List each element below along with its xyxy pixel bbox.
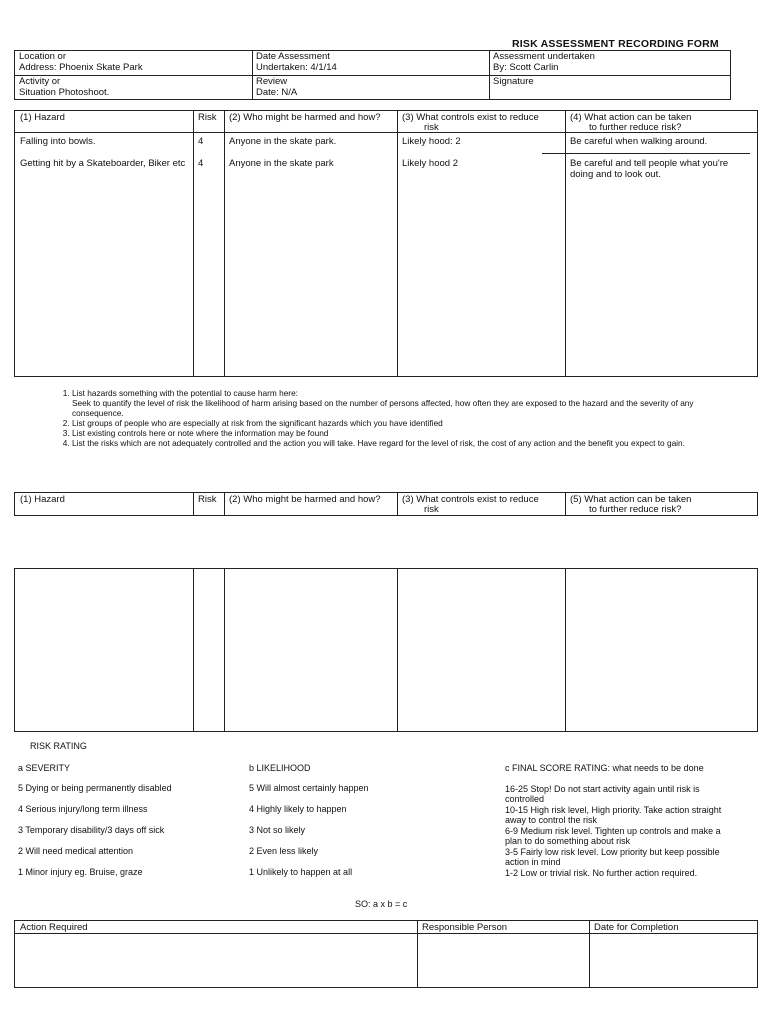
severity-item: 3 Temporary disability/3 days off sick bbox=[18, 825, 165, 835]
risk-rating-title: RISK RATING bbox=[30, 741, 87, 751]
review-label: Review bbox=[256, 76, 288, 87]
situation-value: Situation Photoshoot. bbox=[19, 87, 110, 98]
severity-item: 5 Dying or being permanently disabled bbox=[18, 783, 172, 793]
controls-header-2-cont: risk bbox=[424, 504, 439, 515]
form-title: RISK ASSESSMENT RECORDING FORM bbox=[512, 38, 719, 50]
controls-header: (3) What controls exist to reduce bbox=[402, 112, 539, 123]
likelihood-item: 2 Even less likely bbox=[249, 846, 319, 856]
row2-who: Anyone in the skate park bbox=[229, 158, 334, 169]
header-location-column bbox=[15, 51, 253, 99]
note-item: 4. List the risks which are not adequately controlled and the action you will take. Have regard for the level of risk, the cost of any action and the benefit you expect to gain. bbox=[72, 438, 736, 448]
action-header-2: (5) What action can be taken bbox=[570, 494, 692, 505]
action-header-cont: to further reduce risk? bbox=[589, 122, 682, 133]
hazard-table-2-body bbox=[14, 568, 758, 732]
final-score-item: 6-9 Medium risk level. Tighten up controls and make a plan to do something about risk bbox=[505, 826, 721, 846]
who-header-2: (2) Who might be harmed and how? bbox=[229, 494, 381, 505]
formula: SO: a x b = c bbox=[355, 899, 408, 909]
severity-item: 2 Will need medical attention bbox=[18, 846, 134, 856]
assessor-value: By: Scott Carlin bbox=[493, 62, 559, 73]
risk-header-2: Risk bbox=[198, 494, 217, 505]
signature-label: Signature bbox=[493, 76, 534, 87]
date-completion-header: Date for Completion bbox=[594, 922, 679, 933]
final-score-item: 1-2 Low or trivial risk. No further action required. bbox=[505, 868, 698, 878]
risk-header: Risk bbox=[198, 112, 217, 123]
action-header: (4) What action can be taken bbox=[570, 112, 692, 123]
likelihood-item: 1 Unlikely to happen at all bbox=[249, 867, 353, 877]
assessment-label: Assessment undertaken bbox=[493, 51, 595, 62]
hazard-header: (1) Hazard bbox=[20, 112, 65, 123]
likelihood-item: 3 Not so likely bbox=[249, 825, 306, 835]
note-item: 1. List hazards something with the potential to cause harm here: Seek to quantify the level of risk the likelihood of harm arising based on the number of persons affected, how often they are exposed to the hazard and the severity of any consequence. bbox=[72, 388, 736, 418]
notes-list bbox=[56, 388, 736, 448]
severity-item: 4 Serious injury/long term illness bbox=[18, 804, 148, 814]
likelihood-item: 4 Highly likely to happen bbox=[249, 804, 347, 814]
header-assessor-column bbox=[489, 51, 730, 99]
hazard-table-2-header bbox=[14, 492, 758, 516]
location-label: Location or bbox=[19, 51, 67, 62]
action-header-2-cont: to further reduce risk? bbox=[589, 504, 682, 515]
row2-action: Be careful and tell people what you're doing and to look out. bbox=[570, 158, 729, 180]
controls-header-cont: risk bbox=[424, 122, 439, 133]
row2-risk: 4 bbox=[198, 158, 204, 169]
undertaken-value: Undertaken: 4/1/14 bbox=[256, 62, 337, 73]
likelihood-title: b LIKELIHOOD bbox=[249, 763, 311, 773]
action-table bbox=[14, 920, 758, 988]
hazard-table bbox=[14, 110, 758, 377]
row2-hazard: Getting hit by a Skateboarder, Biker etc bbox=[20, 158, 186, 169]
date-assessment-label: Date Assessment bbox=[256, 51, 330, 62]
who-header: (2) Who might be harmed and how? bbox=[229, 112, 381, 123]
note-item: 3. List existing controls here or note where the information may be found bbox=[72, 428, 736, 438]
activity-label: Activity or bbox=[19, 76, 61, 87]
header-date-column bbox=[252, 51, 490, 99]
severity-title: a SEVERITY bbox=[18, 763, 71, 773]
action-required-header: Action Required bbox=[20, 922, 88, 933]
row1-who: Anyone in the skate park. bbox=[229, 136, 337, 147]
final-score-item: 16-25 Stop! Do not start activity again until risk is controlled bbox=[505, 784, 700, 804]
row1-risk: 4 bbox=[198, 136, 204, 147]
responsible-person-header: Responsible Person bbox=[422, 922, 508, 933]
row-divider-line bbox=[542, 153, 750, 154]
final-score-title: c FINAL SCORE RATING: what needs to be done bbox=[505, 763, 704, 773]
row1-hazard: Falling into bowls. bbox=[20, 136, 96, 147]
review-date-value: Date: N/A bbox=[256, 87, 298, 98]
final-score-item: 10-15 High risk level, High priority. Take action straight away to control the risk bbox=[505, 805, 722, 825]
note-item: 2. List groups of people who are especially at risk from the significant hazards which you have identified bbox=[72, 418, 736, 428]
address-value: Address: Phoenix Skate Park bbox=[19, 62, 143, 73]
header-box bbox=[14, 50, 731, 100]
likelihood-item: 5 Will almost certainly happen bbox=[249, 783, 369, 793]
row1-controls: Likely hood: 2 bbox=[402, 136, 461, 147]
row1-action: Be careful when walking around. bbox=[570, 136, 708, 147]
final-score-item: 3-5 Fairly low risk level. Low priority but keep possible action in mind bbox=[505, 847, 720, 867]
severity-item: 1 Minor injury eg. Bruise, graze bbox=[18, 867, 143, 877]
row2-controls: Likely hood 2 bbox=[402, 158, 458, 169]
hazard-header-2: (1) Hazard bbox=[20, 494, 65, 505]
controls-header-2: (3) What controls exist to reduce bbox=[402, 494, 539, 505]
